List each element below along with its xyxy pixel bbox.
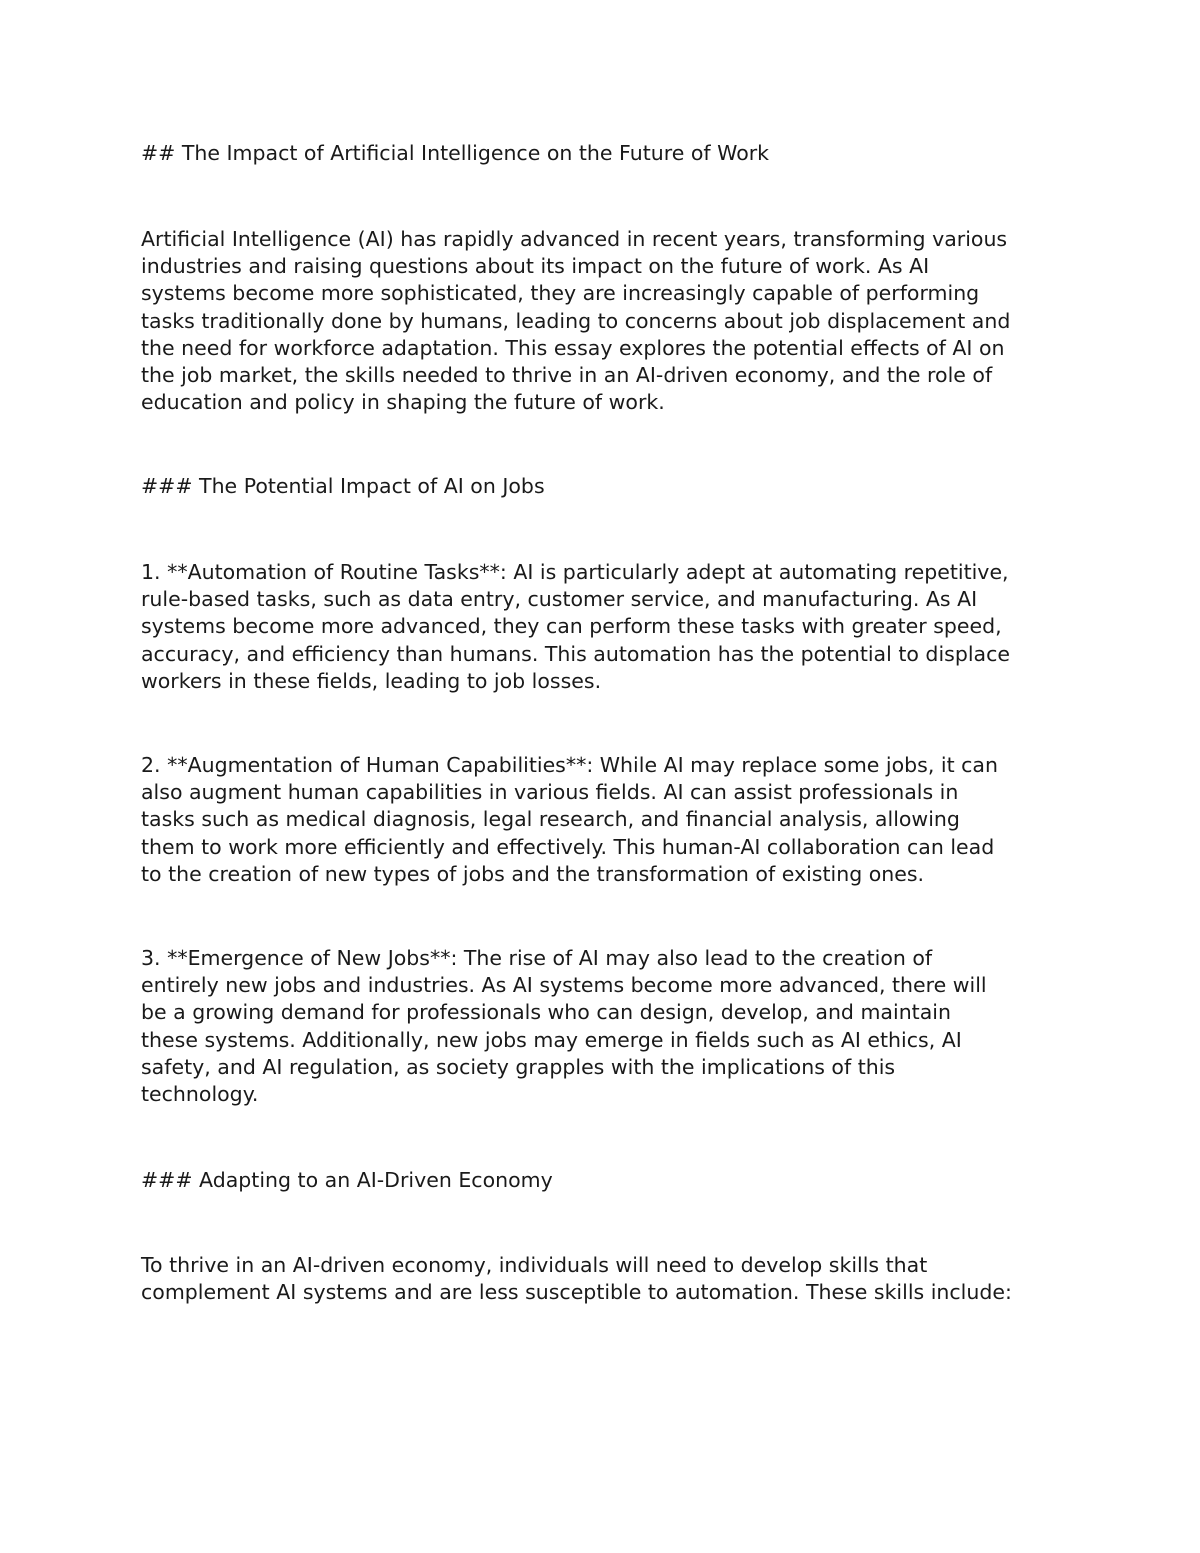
- section-heading-adapting: ### Adapting to an AI-Driven Economy: [141, 1168, 553, 1192]
- intro-paragraph: Artificial Intelligence (AI) has rapidly advanced in recent years, transforming various industries and raising questions about its impact on the future of work. As AI systems become more sophisticated, they are increasingly capable of performing tasks traditionally done by humans, leading to concerns about job displacement and the need for workforce adaptation. This essay explores the potential effects of AI on the job market, the skills needed to thrive in an AI-driven economy, and the role of education and policy in shaping the future of work.: [141, 227, 1011, 415]
- skills-intro-paragraph: To thrive in an AI-driven economy, individuals will need to develop skills that complement AI systems and are less susceptible to automation. These skills include:: [141, 1253, 1012, 1305]
- document-title: ## The Impact of Artificial Intelligence on the Future of Work: [141, 141, 770, 165]
- list-item-new-jobs: 3. **Emergence of New Jobs**: The rise of AI may also lead to the creation of entirely new jobs and industries. As AI systems become more advanced, there will be a growing demand for professionals who can design, develop, and maintain these systems. Additionally, new jobs may emerge in fields such as AI ethics, AI safety, and AI regulation, as society grapples with the implications of this technology.: [141, 946, 987, 1107]
- list-item-augmentation: 2. **Augmentation of Human Capabilities**: While AI may replace some jobs, it can also augment human capabilities in various fields. AI can assist professionals in tasks such as medical diagnosis, legal research, and financial analysis, allowing them to work more efficiently and effectively. This human-AI collaboration can lead to the creation of new types of jobs and the transformation of existing ones.: [141, 753, 998, 886]
- section-heading-impact: ### The Potential Impact of AI on Jobs: [141, 474, 545, 498]
- list-item-automation: 1. **Automation of Routine Tasks**: AI is particularly adept at automating repetitive, rule-based tasks, such as data entry, customer service, and manufacturing. As AI systems become more advanced, they can perform these tasks with greater speed, accuracy, and efficiency than humans. This automation has the potential to displace workers in these fields, leading to job losses.: [141, 560, 1010, 693]
